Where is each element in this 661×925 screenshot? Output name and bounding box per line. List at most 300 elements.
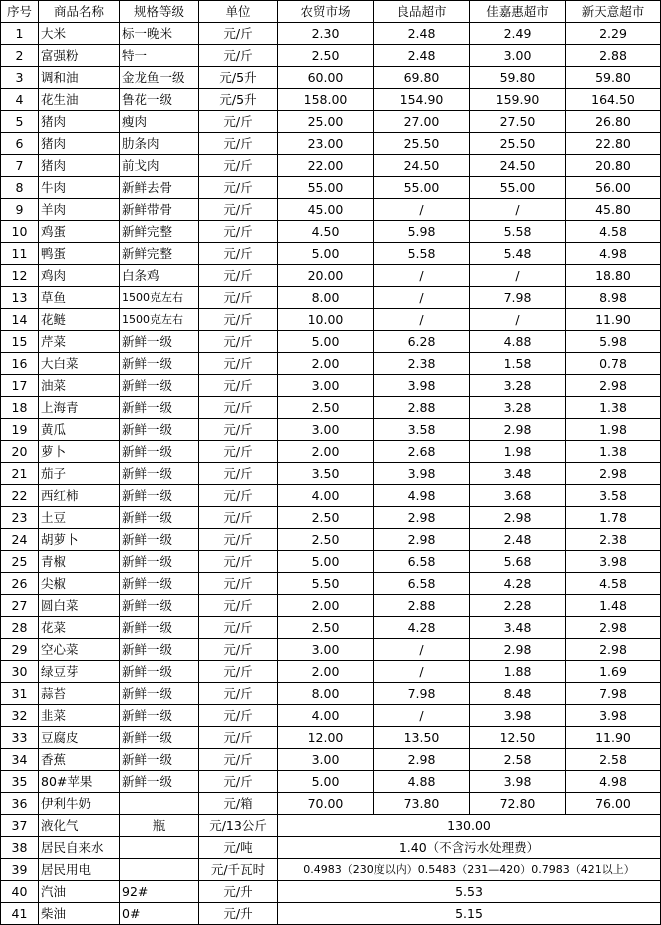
row-index: 14 bbox=[1, 309, 39, 331]
price-market-4: 2.98 bbox=[566, 639, 661, 661]
row-unit: 元/斤 bbox=[199, 375, 278, 397]
price-market-3: 3.98 bbox=[470, 771, 566, 793]
table-body bbox=[1, 23, 661, 925]
price-market-3: 55.00 bbox=[470, 177, 566, 199]
price-market-3: 3.48 bbox=[470, 463, 566, 485]
row-name: 绿豆芽 bbox=[39, 661, 120, 683]
price-market-3: / bbox=[470, 309, 566, 331]
row-unit: 元/5升 bbox=[199, 89, 278, 111]
row-index: 15 bbox=[1, 331, 39, 353]
row-spec: 新鲜一级 bbox=[120, 573, 199, 595]
price-market-3: 25.50 bbox=[470, 133, 566, 155]
table-row bbox=[1, 595, 661, 617]
row-unit: 元/斤 bbox=[199, 749, 278, 771]
price-market-1: 158.00 bbox=[278, 89, 374, 111]
table-row bbox=[1, 353, 661, 375]
price-market-1: 2.50 bbox=[278, 45, 374, 67]
header-spec: 规格等级 bbox=[120, 1, 199, 23]
price-market-1: 5.00 bbox=[278, 551, 374, 573]
row-unit: 元/斤 bbox=[199, 573, 278, 595]
price-market-2: / bbox=[374, 287, 470, 309]
price-market-1: 23.00 bbox=[278, 133, 374, 155]
price-market-2: 3.58 bbox=[374, 419, 470, 441]
row-spec: 新鲜去骨 bbox=[120, 177, 199, 199]
header-row bbox=[1, 1, 661, 23]
row-index: 10 bbox=[1, 221, 39, 243]
merged-value: 1.40（不含污水处理费） bbox=[278, 837, 661, 859]
price-market-1: 4.00 bbox=[278, 705, 374, 727]
row-name: 油菜 bbox=[39, 375, 120, 397]
row-index: 20 bbox=[1, 441, 39, 463]
table-row bbox=[1, 265, 661, 287]
row-spec bbox=[120, 793, 199, 815]
price-market-3: 2.28 bbox=[470, 595, 566, 617]
row-unit: 元/斤 bbox=[199, 309, 278, 331]
price-market-2: 69.80 bbox=[374, 67, 470, 89]
table-row bbox=[1, 749, 661, 771]
price-market-2: 154.90 bbox=[374, 89, 470, 111]
row-unit: 元/千瓦时 bbox=[199, 859, 278, 881]
price-market-2: 4.88 bbox=[374, 771, 470, 793]
price-market-4: 76.00 bbox=[566, 793, 661, 815]
price-market-4: 2.38 bbox=[566, 529, 661, 551]
row-unit: 元/斤 bbox=[199, 551, 278, 573]
row-unit: 元/斤 bbox=[199, 155, 278, 177]
price-market-3: 4.88 bbox=[470, 331, 566, 353]
row-name: 猪肉 bbox=[39, 133, 120, 155]
price-market-2: 2.98 bbox=[374, 529, 470, 551]
price-market-2: 73.80 bbox=[374, 793, 470, 815]
table-row bbox=[1, 23, 661, 45]
price-market-4: 4.98 bbox=[566, 771, 661, 793]
price-market-2: 24.50 bbox=[374, 155, 470, 177]
header-name: 商品名称 bbox=[39, 1, 120, 23]
table-row bbox=[1, 111, 661, 133]
price-market-4: 1.38 bbox=[566, 397, 661, 419]
price-market-3: 27.50 bbox=[470, 111, 566, 133]
table-row bbox=[1, 551, 661, 573]
row-spec: 新鲜一级 bbox=[120, 595, 199, 617]
table-row bbox=[1, 133, 661, 155]
row-name: 茄子 bbox=[39, 463, 120, 485]
price-market-3: 24.50 bbox=[470, 155, 566, 177]
price-market-1: 2.00 bbox=[278, 661, 374, 683]
table-row bbox=[1, 309, 661, 331]
merged-value: 0.4983（230度以内）0.5483（231—420）0.7983（421以上） bbox=[278, 859, 661, 881]
row-index: 4 bbox=[1, 89, 39, 111]
table-row bbox=[1, 243, 661, 265]
price-market-2: 6.28 bbox=[374, 331, 470, 353]
row-spec: 新鲜一级 bbox=[120, 397, 199, 419]
price-market-3: 2.48 bbox=[470, 529, 566, 551]
price-market-4: 7.98 bbox=[566, 683, 661, 705]
row-unit: 元/斤 bbox=[199, 133, 278, 155]
table-row bbox=[1, 331, 661, 353]
price-market-1: 3.00 bbox=[278, 639, 374, 661]
price-market-4: 1.38 bbox=[566, 441, 661, 463]
row-spec: 新鲜一级 bbox=[120, 463, 199, 485]
price-market-1: 5.00 bbox=[278, 331, 374, 353]
price-market-2: 3.98 bbox=[374, 463, 470, 485]
row-spec: 鲁花一级 bbox=[120, 89, 199, 111]
price-market-3: 1.98 bbox=[470, 441, 566, 463]
price-market-4: 18.80 bbox=[566, 265, 661, 287]
price-market-1: 2.50 bbox=[278, 529, 374, 551]
table-row bbox=[1, 67, 661, 89]
row-name: 胡萝卜 bbox=[39, 529, 120, 551]
price-market-2: / bbox=[374, 265, 470, 287]
price-market-2: 27.00 bbox=[374, 111, 470, 133]
table-row bbox=[1, 661, 661, 683]
price-market-2: 55.00 bbox=[374, 177, 470, 199]
row-name: 空心菜 bbox=[39, 639, 120, 661]
row-spec: 新鲜一级 bbox=[120, 771, 199, 793]
price-market-2: 13.50 bbox=[374, 727, 470, 749]
row-unit: 元/斤 bbox=[199, 177, 278, 199]
row-unit: 元/斤 bbox=[199, 243, 278, 265]
table-row bbox=[1, 771, 661, 793]
price-market-2: / bbox=[374, 705, 470, 727]
price-market-2: 2.48 bbox=[374, 23, 470, 45]
row-name: 居民自来水 bbox=[39, 837, 120, 859]
price-market-3: 5.58 bbox=[470, 221, 566, 243]
table-row bbox=[1, 485, 661, 507]
row-index: 22 bbox=[1, 485, 39, 507]
price-market-4: 2.29 bbox=[566, 23, 661, 45]
table-row bbox=[1, 727, 661, 749]
row-index: 2 bbox=[1, 45, 39, 67]
table-row-merged bbox=[1, 815, 661, 837]
price-market-4: 59.80 bbox=[566, 67, 661, 89]
row-name: 圆白菜 bbox=[39, 595, 120, 617]
header-idx: 序号 bbox=[1, 1, 39, 23]
row-index: 17 bbox=[1, 375, 39, 397]
price-market-2: 2.88 bbox=[374, 595, 470, 617]
price-market-2: 5.98 bbox=[374, 221, 470, 243]
price-market-3: 2.58 bbox=[470, 749, 566, 771]
row-index: 5 bbox=[1, 111, 39, 133]
price-market-1: 3.00 bbox=[278, 375, 374, 397]
row-name: 花菜 bbox=[39, 617, 120, 639]
price-market-4: 4.98 bbox=[566, 243, 661, 265]
table-row bbox=[1, 793, 661, 815]
row-name: 富强粉 bbox=[39, 45, 120, 67]
row-name: 鸡肉 bbox=[39, 265, 120, 287]
row-spec: 新鲜一级 bbox=[120, 639, 199, 661]
row-unit: 元/斤 bbox=[199, 529, 278, 551]
row-name: 大白菜 bbox=[39, 353, 120, 375]
price-market-2: 2.98 bbox=[374, 507, 470, 529]
row-unit: 元/斤 bbox=[199, 221, 278, 243]
table-row bbox=[1, 419, 661, 441]
price-market-4: 22.80 bbox=[566, 133, 661, 155]
row-name: 草鱼 bbox=[39, 287, 120, 309]
row-spec: 金龙鱼一级 bbox=[120, 67, 199, 89]
row-spec bbox=[120, 837, 199, 859]
price-market-1: 60.00 bbox=[278, 67, 374, 89]
price-market-2: / bbox=[374, 639, 470, 661]
row-spec: 新鲜完整 bbox=[120, 221, 199, 243]
row-unit: 元/斤 bbox=[199, 683, 278, 705]
row-name: 萝卜 bbox=[39, 441, 120, 463]
row-name: 猪肉 bbox=[39, 111, 120, 133]
row-spec: 标一晚米 bbox=[120, 23, 199, 45]
price-market-3: 5.48 bbox=[470, 243, 566, 265]
price-market-2: 2.88 bbox=[374, 397, 470, 419]
row-spec: 肋条肉 bbox=[120, 133, 199, 155]
row-spec: 新鲜一级 bbox=[120, 705, 199, 727]
price-market-1: 3.00 bbox=[278, 749, 374, 771]
header-market-1: 农贸市场 bbox=[278, 1, 374, 23]
row-unit: 元/箱 bbox=[199, 793, 278, 815]
price-market-4: 8.98 bbox=[566, 287, 661, 309]
row-name: 羊肉 bbox=[39, 199, 120, 221]
row-spec: 新鲜完整 bbox=[120, 243, 199, 265]
row-spec: 新鲜一级 bbox=[120, 529, 199, 551]
row-unit: 元/斤 bbox=[199, 265, 278, 287]
price-market-1: 3.50 bbox=[278, 463, 374, 485]
price-market-4: 2.88 bbox=[566, 45, 661, 67]
row-index: 16 bbox=[1, 353, 39, 375]
row-unit: 元/斤 bbox=[199, 617, 278, 639]
price-market-4: 2.98 bbox=[566, 375, 661, 397]
row-unit: 元/斤 bbox=[199, 771, 278, 793]
row-spec: 前戈肉 bbox=[120, 155, 199, 177]
price-market-4: 4.58 bbox=[566, 573, 661, 595]
price-market-1: 2.50 bbox=[278, 617, 374, 639]
row-index: 1 bbox=[1, 23, 39, 45]
row-spec: 92# bbox=[120, 881, 199, 903]
price-market-1: 25.00 bbox=[278, 111, 374, 133]
price-market-4: 2.98 bbox=[566, 617, 661, 639]
table-row bbox=[1, 155, 661, 177]
row-spec: 新鲜一级 bbox=[120, 419, 199, 441]
row-name: 伊利牛奶 bbox=[39, 793, 120, 815]
price-market-3: 7.98 bbox=[470, 287, 566, 309]
row-index: 9 bbox=[1, 199, 39, 221]
row-spec: 白条鸡 bbox=[120, 265, 199, 287]
row-index: 28 bbox=[1, 617, 39, 639]
price-market-4: 1.69 bbox=[566, 661, 661, 683]
row-spec: 瘦肉 bbox=[120, 111, 199, 133]
table-row bbox=[1, 529, 661, 551]
row-index: 39 bbox=[1, 859, 39, 881]
price-market-2: 2.68 bbox=[374, 441, 470, 463]
row-index: 40 bbox=[1, 881, 39, 903]
price-market-1: 5.50 bbox=[278, 573, 374, 595]
row-name: 黄瓜 bbox=[39, 419, 120, 441]
price-market-2: 4.28 bbox=[374, 617, 470, 639]
price-market-3: 72.80 bbox=[470, 793, 566, 815]
price-market-3: 2.49 bbox=[470, 23, 566, 45]
row-name: 汽油 bbox=[39, 881, 120, 903]
row-name: 牛肉 bbox=[39, 177, 120, 199]
row-spec: 新鲜一级 bbox=[120, 331, 199, 353]
merged-value: 5.53 bbox=[278, 881, 661, 903]
row-unit: 元/斤 bbox=[199, 639, 278, 661]
price-market-2: / bbox=[374, 309, 470, 331]
price-market-2: 2.98 bbox=[374, 749, 470, 771]
price-market-1: 5.00 bbox=[278, 243, 374, 265]
price-market-1: 45.00 bbox=[278, 199, 374, 221]
row-name: 芹菜 bbox=[39, 331, 120, 353]
row-name: 青椒 bbox=[39, 551, 120, 573]
price-market-4: 11.90 bbox=[566, 727, 661, 749]
row-unit: 元/升 bbox=[199, 881, 278, 903]
price-market-1: 3.00 bbox=[278, 419, 374, 441]
row-name: 上海青 bbox=[39, 397, 120, 419]
price-market-2: 2.48 bbox=[374, 45, 470, 67]
price-market-1: 8.00 bbox=[278, 683, 374, 705]
row-spec: 1500克左右 bbox=[120, 309, 199, 331]
price-market-4: 3.98 bbox=[566, 705, 661, 727]
row-index: 41 bbox=[1, 903, 39, 925]
row-index: 24 bbox=[1, 529, 39, 551]
price-market-4: 3.58 bbox=[566, 485, 661, 507]
table-row bbox=[1, 507, 661, 529]
row-unit: 元/斤 bbox=[199, 705, 278, 727]
row-index: 18 bbox=[1, 397, 39, 419]
price-market-1: 22.00 bbox=[278, 155, 374, 177]
row-unit: 元/斤 bbox=[199, 507, 278, 529]
table-row bbox=[1, 573, 661, 595]
table-row bbox=[1, 199, 661, 221]
price-market-3: 2.98 bbox=[470, 639, 566, 661]
price-market-1: 8.00 bbox=[278, 287, 374, 309]
row-index: 34 bbox=[1, 749, 39, 771]
row-unit: 元/斤 bbox=[199, 397, 278, 419]
price-market-4: 2.58 bbox=[566, 749, 661, 771]
price-market-4: 1.78 bbox=[566, 507, 661, 529]
row-name: 香蕉 bbox=[39, 749, 120, 771]
price-market-2: 3.98 bbox=[374, 375, 470, 397]
row-index: 8 bbox=[1, 177, 39, 199]
price-market-2: 6.58 bbox=[374, 573, 470, 595]
price-market-4: 45.80 bbox=[566, 199, 661, 221]
row-name: 蒜苔 bbox=[39, 683, 120, 705]
table-row-merged bbox=[1, 881, 661, 903]
price-market-2: / bbox=[374, 661, 470, 683]
row-index: 27 bbox=[1, 595, 39, 617]
price-market-1: 20.00 bbox=[278, 265, 374, 287]
price-market-4: 20.80 bbox=[566, 155, 661, 177]
row-unit: 元/斤 bbox=[199, 45, 278, 67]
row-index: 36 bbox=[1, 793, 39, 815]
price-market-1: 10.00 bbox=[278, 309, 374, 331]
row-index: 6 bbox=[1, 133, 39, 155]
price-market-3: 159.90 bbox=[470, 89, 566, 111]
row-name: 柴油 bbox=[39, 903, 120, 925]
row-spec: 新鲜一级 bbox=[120, 441, 199, 463]
price-market-1: 55.00 bbox=[278, 177, 374, 199]
price-market-2: 7.98 bbox=[374, 683, 470, 705]
row-name: 豆腐皮 bbox=[39, 727, 120, 749]
price-market-1: 2.50 bbox=[278, 397, 374, 419]
table-row-merged bbox=[1, 903, 661, 925]
price-market-3: 12.50 bbox=[470, 727, 566, 749]
row-unit: 元/13公斤 bbox=[199, 815, 278, 837]
table-row bbox=[1, 683, 661, 705]
row-spec: 新鲜一级 bbox=[120, 683, 199, 705]
price-market-1: 4.50 bbox=[278, 221, 374, 243]
row-spec: 新鲜带骨 bbox=[120, 199, 199, 221]
row-spec: 新鲜一级 bbox=[120, 749, 199, 771]
price-market-3: 3.68 bbox=[470, 485, 566, 507]
row-unit: 元/斤 bbox=[199, 463, 278, 485]
row-index: 31 bbox=[1, 683, 39, 705]
table-row bbox=[1, 45, 661, 67]
price-market-3: / bbox=[470, 265, 566, 287]
row-spec: 新鲜一级 bbox=[120, 551, 199, 573]
table-row bbox=[1, 617, 661, 639]
row-index: 19 bbox=[1, 419, 39, 441]
row-unit: 元/吨 bbox=[199, 837, 278, 859]
merged-value: 5.15 bbox=[278, 903, 661, 925]
row-name: 80#苹果 bbox=[39, 771, 120, 793]
table-row bbox=[1, 441, 661, 463]
row-name: 花鲢 bbox=[39, 309, 120, 331]
row-name: 调和油 bbox=[39, 67, 120, 89]
price-market-3: 3.00 bbox=[470, 45, 566, 67]
price-market-4: 26.80 bbox=[566, 111, 661, 133]
price-market-1: 70.00 bbox=[278, 793, 374, 815]
price-market-4: 11.90 bbox=[566, 309, 661, 331]
price-market-3: 3.28 bbox=[470, 375, 566, 397]
header-unit: 单位 bbox=[199, 1, 278, 23]
row-index: 11 bbox=[1, 243, 39, 265]
price-market-4: 3.98 bbox=[566, 551, 661, 573]
table-row bbox=[1, 221, 661, 243]
price-market-4: 0.78 bbox=[566, 353, 661, 375]
header-market-4: 新天意超市 bbox=[566, 1, 661, 23]
row-index: 37 bbox=[1, 815, 39, 837]
price-market-3: 3.98 bbox=[470, 705, 566, 727]
row-unit: 元/斤 bbox=[199, 727, 278, 749]
header-market-3: 佳嘉惠超市 bbox=[470, 1, 566, 23]
price-market-3: 1.58 bbox=[470, 353, 566, 375]
row-unit: 元/斤 bbox=[199, 111, 278, 133]
price-market-1: 2.00 bbox=[278, 353, 374, 375]
row-name: 鸭蛋 bbox=[39, 243, 120, 265]
price-market-1: 2.50 bbox=[278, 507, 374, 529]
price-market-4: 164.50 bbox=[566, 89, 661, 111]
row-name: 韭菜 bbox=[39, 705, 120, 727]
price-market-1: 12.00 bbox=[278, 727, 374, 749]
price-market-2: 2.38 bbox=[374, 353, 470, 375]
price-market-1: 5.00 bbox=[278, 771, 374, 793]
row-name: 花生油 bbox=[39, 89, 120, 111]
price-market-3: 3.28 bbox=[470, 397, 566, 419]
price-market-4: 1.98 bbox=[566, 419, 661, 441]
price-market-3: 4.28 bbox=[470, 573, 566, 595]
row-unit: 元/斤 bbox=[199, 595, 278, 617]
price-market-3: 3.48 bbox=[470, 617, 566, 639]
table-row bbox=[1, 177, 661, 199]
row-index: 32 bbox=[1, 705, 39, 727]
table-row bbox=[1, 287, 661, 309]
row-index: 29 bbox=[1, 639, 39, 661]
row-unit: 元/斤 bbox=[199, 287, 278, 309]
row-name: 居民用电 bbox=[39, 859, 120, 881]
table-row-merged bbox=[1, 859, 661, 881]
row-unit: 元/斤 bbox=[199, 353, 278, 375]
price-market-2: 5.58 bbox=[374, 243, 470, 265]
row-name: 尖椒 bbox=[39, 573, 120, 595]
row-name: 猪肉 bbox=[39, 155, 120, 177]
table-row bbox=[1, 89, 661, 111]
price-market-4: 4.58 bbox=[566, 221, 661, 243]
price-market-1: 2.00 bbox=[278, 595, 374, 617]
